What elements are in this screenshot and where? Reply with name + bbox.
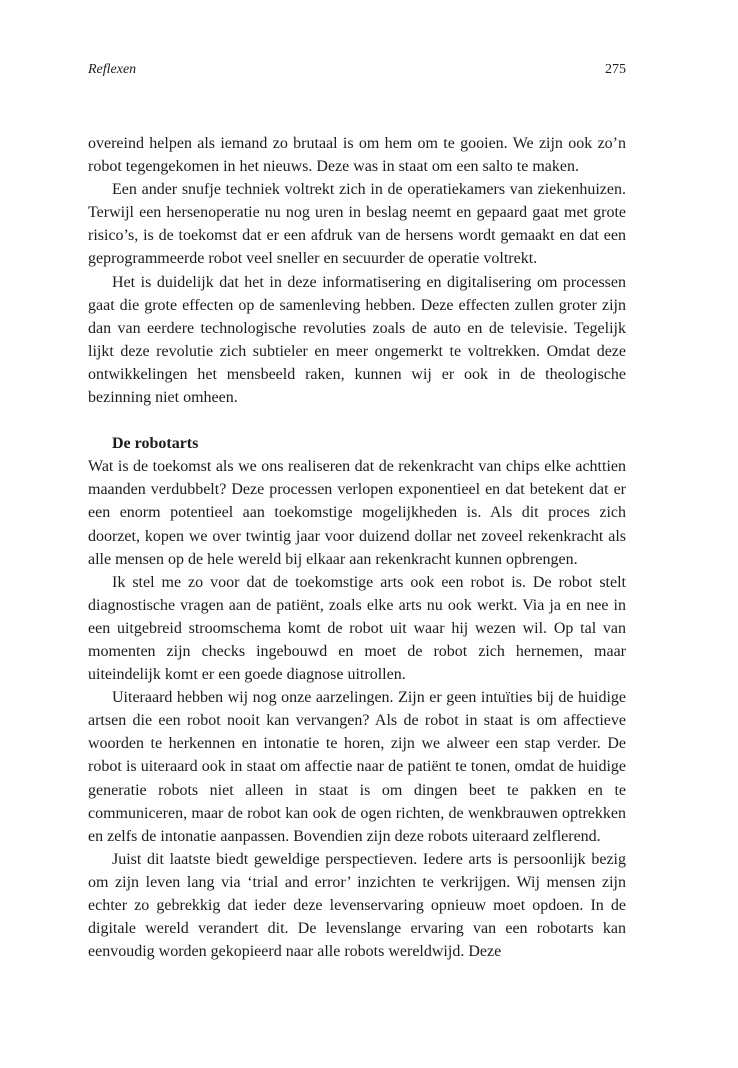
section-spacer	[88, 409, 626, 432]
body-text	[88, 132, 626, 963]
running-head	[88, 60, 626, 80]
book-page	[88, 60, 626, 963]
page-number: 275	[605, 62, 626, 77]
running-title: Reflexen	[88, 62, 137, 77]
paragraph: Een ander snufje techniek voltrekt zich in de operatiekamers van ziekenhuizen. Terwijl een hersenoperatie nu nog uren in beslag neemt en gepaard gaat met grote risico’s, is de toekomst dat er een afdruk van de hersens wordt gemaakt en dat een geprogrammeerde robot veel sneller en secuurder de operatie voltrekt.	[88, 181, 626, 268]
paragraph: Juist dit laatste biedt geweldige perspectieven. Iedere arts is persoonlijk bezig om zijn leven lang via ‘trial and error’ inzichten te verkrijgen. Wij mensen zijn echter zo gebrekkig dat ieder deze levenservaring opnieuw moet opdoen. In de digitale wereld verandert dit. De levenslange ervaring van een robotarts kan eenvoudig worden gekopieerd naar alle robots wereldwijd. Deze	[88, 850, 626, 961]
paragraph: Wat is de toekomst als we ons realiseren dat de rekenkracht van chips elke achttien maanden verdubbelt? Deze processen verlopen exponentieel en dat betekent dat er een enorm potentieel aan toekomstige mogelijkheden is. Als dit proces zich doorzet, kopen we over twintig jaar voor duizend dollar net zoveel rekenkracht als alle mensen op de hele wereld bij elkaar aan rekenkracht kunnen opbrengen.	[88, 458, 626, 568]
section-heading: De robotarts	[112, 435, 199, 453]
paragraph: overeind helpen als iemand zo brutaal is om hem om te gooien. We zijn ook zo’n robot tegengekomen in het nieuws. Deze was in staat om een salto te maken.	[88, 135, 626, 176]
paragraph: Het is duidelijk dat het in deze informatisering en digitalisering om processen gaat die grote effecten op de samenleving hebben. Deze effecten zullen groter zijn dan van eerdere technologische revoluties zoals de auto en de televisie. Tegelijk lijkt deze revolutie zich subtieler en meer ongemerkt te voltrekken. Omdat deze ontwikkelingen het mensbeeld raken, kunnen wij er ook in de theologische bezinning niet omheen.	[88, 273, 626, 407]
paragraph: Uiteraard hebben wij nog onze aarzelingen. Zijn er geen intuïties bij de huidige artsen die een robot nooit kan vervangen? Als de robot in staat is om affectieve woorden te herkennen en intonatie te horen, zijn we alweer een stap verder. De robot is uiteraard ook in staat om affectie naar de patiënt te tonen, omdat de huidige generatie robots niet alleen in staat is om dingen beet te pakken en te communiceren, maar de robot kan ook de ogen richten, de wenkbrauwen optrekken en zelfs de intonatie aanpassen. Bovendien zijn deze robots uiteraard zelflerend.	[88, 689, 626, 845]
paragraph: Ik stel me zo voor dat de toekomstige arts ook een robot is. De robot stelt diagnostische vragen aan de patiënt, zoals elke arts nu ook werkt. Via ja en nee in een uitgebreid stroomschema komt de robot uit waar hij wezen wil. Op tal van momenten zijn checks ingebouwd en moet de robot zich hernemen, maar uiteindelijk komt er een goede diagnose uitrollen.	[88, 573, 626, 684]
